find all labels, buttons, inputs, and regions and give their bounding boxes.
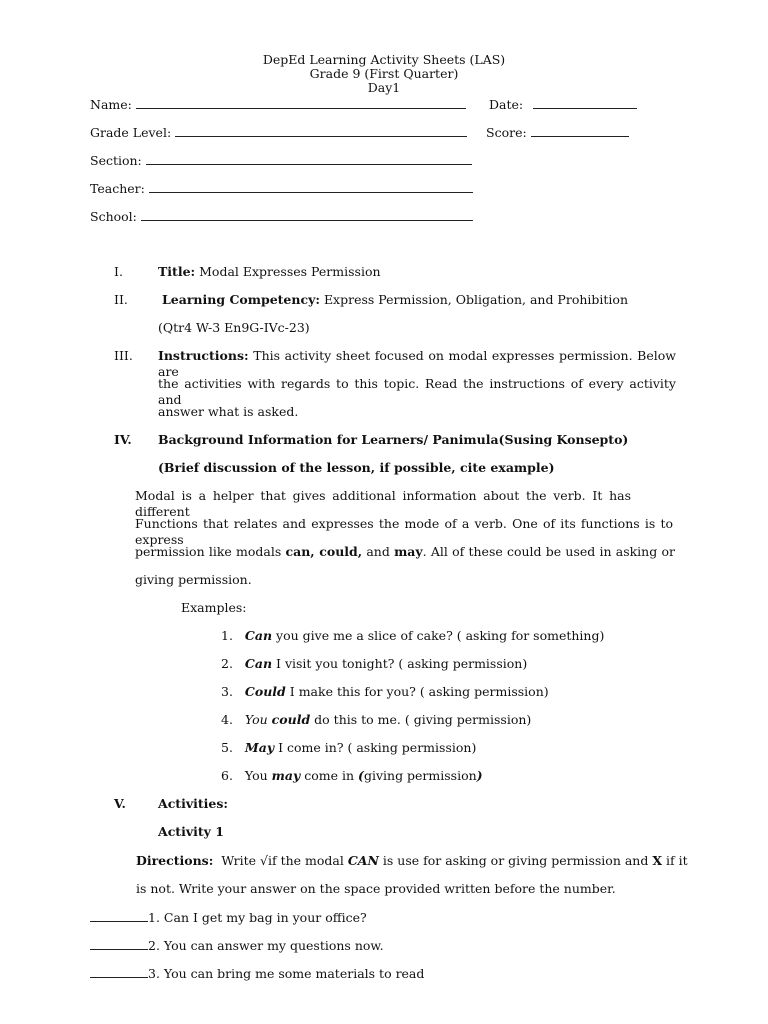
section-3-numeral: III. <box>114 348 133 363</box>
section-1-numeral: I. <box>114 264 123 279</box>
question-item[interactable]: 3. You can bring me some materials to read <box>90 965 424 982</box>
title-label: Title: <box>158 264 196 279</box>
competency-text: Express Permission, Obligation, and Prohibition <box>323 292 628 307</box>
school-blank[interactable] <box>141 208 473 221</box>
section-5-numeral: V. <box>114 796 126 811</box>
name-field[interactable] <box>90 96 466 113</box>
directions-line-2: is not. Write your answer on the space provided written before the number. <box>136 881 616 896</box>
score-blank[interactable] <box>531 124 629 137</box>
school-label: School: <box>90 209 137 224</box>
day-label: Day1 <box>367 80 401 95</box>
grade-level-label: Grade Level: <box>90 125 172 140</box>
date-blank[interactable] <box>533 96 637 109</box>
example-2: 2. Can I visit you tonight? ( asking permission) <box>221 656 528 671</box>
title-text: Modal Expresses Permission <box>199 264 381 279</box>
section-1-title <box>158 264 381 280</box>
example-5: 5. May I come in? ( asking permission) <box>221 740 477 755</box>
background-line-1: Modal is a helper that gives additional information about the verb. It has different <box>135 488 631 519</box>
question-item[interactable]: 1. Can I get my bag in your office? <box>90 909 367 926</box>
grade-level-blank[interactable] <box>175 124 467 137</box>
name-blank[interactable] <box>136 96 466 109</box>
background-line-2: Functions that relates and expresses the mode of a verb. One of its functions is to express <box>135 516 673 547</box>
x-mark: X <box>652 853 663 868</box>
section-field[interactable] <box>90 152 472 169</box>
grade-level-field[interactable] <box>90 124 467 141</box>
date-field[interactable] <box>489 96 637 113</box>
background-heading: Background Information for Learners/ Panimula(Susing Konsepto) <box>158 432 629 447</box>
example-3: 3. Could I make this for you? ( asking permission) <box>221 684 549 699</box>
activity-1-heading: Activity 1 <box>158 824 224 839</box>
score-label: Score: <box>486 125 527 140</box>
name-label: Name: <box>90 97 132 112</box>
teacher-blank[interactable] <box>149 180 473 193</box>
instructions-line-2: the activities with regards to this topic. Read the instructions of every activity and <box>158 376 676 407</box>
section-4-numeral: IV. <box>114 432 132 447</box>
section-2-numeral: II. <box>114 292 128 307</box>
directions-label: Directions: <box>136 853 214 868</box>
score-field[interactable] <box>486 124 629 141</box>
answer-blank[interactable] <box>90 937 148 950</box>
instructions-line-1: Instructions: This activity sheet focused on modal expresses permission. Below are <box>158 348 676 379</box>
teacher-label: Teacher: <box>90 181 145 196</box>
competency-code: (Qtr4 W-3 En9G-IVc-23) <box>158 320 310 335</box>
modal-list: can, could, <box>285 544 363 559</box>
date-label: Date: <box>489 97 524 112</box>
modal-may: may <box>394 544 423 559</box>
check-mark: √ <box>260 853 268 868</box>
answer-blank[interactable] <box>90 909 148 922</box>
instructions-label: Instructions: <box>158 348 249 363</box>
school-field[interactable] <box>90 208 473 225</box>
sheet-title: DepEd Learning Activity Sheets (LAS) <box>262 52 506 67</box>
background-line-3: permission like modals can, could, and may. All of these could be used in asking or <box>135 544 675 559</box>
examples-label: Examples: <box>181 600 247 615</box>
instructions-line-3: answer what is asked. <box>158 404 299 419</box>
example-1: 1. Can you give me a slice of cake? ( asking for something) <box>221 628 605 643</box>
background-subheading: (Brief discussion of the lesson, if possible, cite example) <box>158 460 555 475</box>
question-item[interactable]: 2. You can answer my questions now. <box>90 937 384 954</box>
background-line-4: giving permission. <box>135 572 252 587</box>
competency-label: Learning Competency: <box>162 292 320 307</box>
example-4: 4. You could do this to me. ( giving permission) <box>221 712 532 727</box>
answer-blank[interactable] <box>90 965 148 978</box>
grade-quarter: Grade 9 (First Quarter) <box>309 66 459 81</box>
section-label: Section: <box>90 153 142 168</box>
example-6: 6. You may come in (giving permission) <box>221 768 483 783</box>
activities-heading: Activities: <box>158 796 228 811</box>
section-2-competency <box>162 292 628 308</box>
directions-line-1: Directions: Write √if the modal CAN is use for asking or giving permission and X if it <box>136 853 688 868</box>
teacher-field[interactable] <box>90 180 473 197</box>
section-blank[interactable] <box>146 152 472 165</box>
